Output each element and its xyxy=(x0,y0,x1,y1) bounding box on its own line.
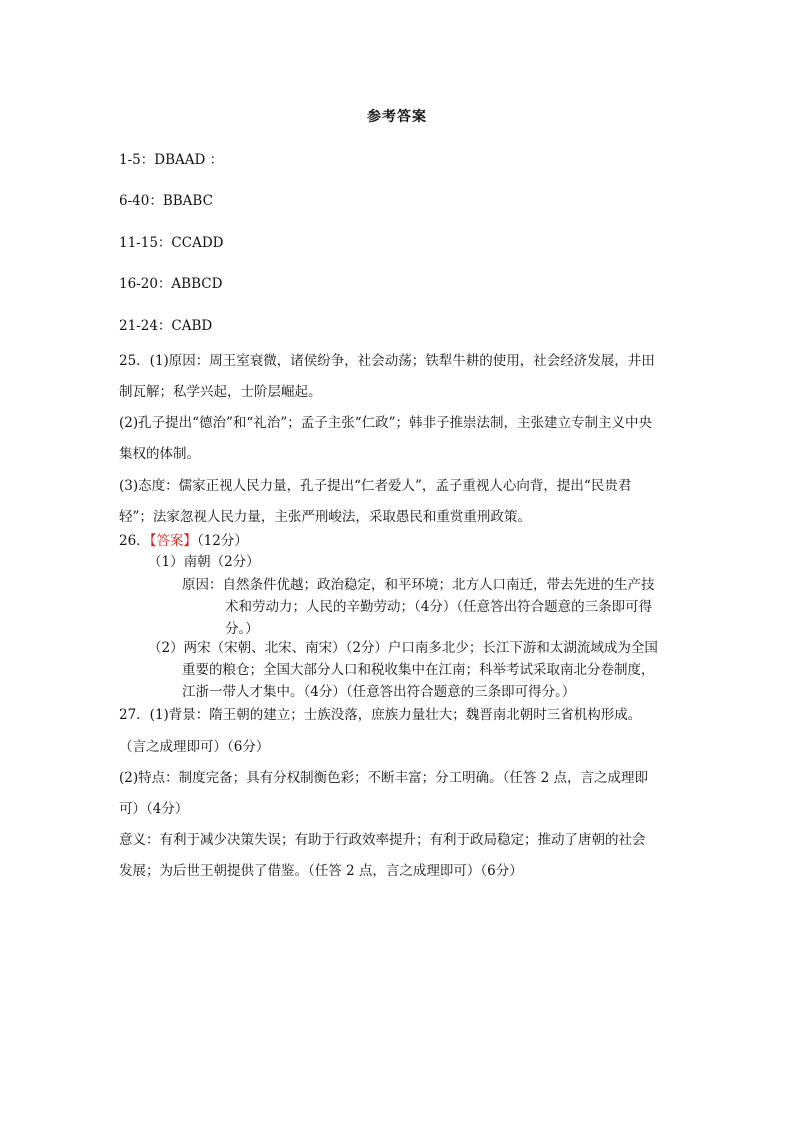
q27-part3-line1: 意义：有利于减少决策失误；有助于行政效率提升；有利于政局稳定；推动了唐朝的社会 xyxy=(119,832,646,848)
q26-sub1-reason-line2: 术和劳动力；人民的辛勤劳动；（4分）（任意答出符合题意的三条即可得 xyxy=(225,599,653,615)
q27-part3-line2: 发展；为后世王朝提供了借鉴。（任答 2 点，言之成理即可）（6分） xyxy=(119,863,523,879)
page-title: 参考答案 xyxy=(367,109,427,125)
q25-part2-line2: 集权的体制。 xyxy=(119,446,200,462)
mc-answer-11-15: 11-15：CCADD xyxy=(119,235,224,251)
q26-sub2-line2: 重要的粮仓；全国大部分人口和税收集中在江南；科举考试采取南北分卷制度， xyxy=(182,662,655,678)
q27-part2-line2: 可）（4分） xyxy=(119,801,189,817)
q27-part1-line1: 27．(1)背景：隋王朝的建立；士族没落，庶族力量壮大；魏晋南北朝时三省机构形成。 xyxy=(119,707,642,723)
mc-answer-21-24: 21-24：CABD xyxy=(119,318,213,334)
mc-answer-16-20: 16-20：ABBCD xyxy=(119,276,223,292)
q25-part2-line1: (2)孔子提出“德治”和“礼治”；孟子主张“仁政”；韩非子推崇法制，主张建立专制主义中央 xyxy=(119,415,653,431)
q26-header xyxy=(119,532,248,550)
q25-part1-line1: 25．(1)原因：周王室衰微，诸侯纷争，社会动荡；铁犁牛耕的使用，社会经济发展，井田 xyxy=(119,353,655,369)
mc-answer-1-5: 1-5：DBAAD ： xyxy=(119,152,224,168)
q27-part1-line2: （言之成理即可）（6分） xyxy=(119,739,270,755)
q26-number: 26． xyxy=(119,533,150,549)
q26-sub2-line1: （2）两宋（宋朝、北宋、南宋）（2分）户口南多北少；长江下游和太湖流域成为全国 xyxy=(148,640,658,656)
q25-part3-line1: (3)态度：儒家正视人民力量，孔子提出“仁者爱人”，孟子重视人心向背，提出“民贵君 xyxy=(119,478,632,494)
q26-score: （12分） xyxy=(196,533,248,549)
q26-sub1-head: （1）南朝（2分） xyxy=(148,554,260,570)
q26-sub1-reason-line3: 分。） xyxy=(225,621,259,637)
q26-sub2-line3: 江浙一带人才集中。（4分）（任意答出符合题意的三条即可得分。） xyxy=(182,684,576,700)
q26-answer-tag: 【答案】 xyxy=(149,533,197,549)
q26-sub1-reason-line1: 原因：自然条件优越；政治稳定，和平环境；北方人口南迁，带去先进的生产技 xyxy=(182,577,655,593)
q25-part1-line2: 制瓦解；私学兴起，士阶层崛起。 xyxy=(119,384,322,400)
q27-part2-line1: (2)特点：制度完备；具有分权制衡色彩；不断丰富；分工明确。（任答 2 点，言之成理即 xyxy=(119,770,649,786)
mc-answer-6-10: 6-40：BBABC xyxy=(119,193,213,209)
q25-part3-line2: 轻”；法家忽视人民力量，主张严刑峻法，采取愚民和重赏重刑政策。 xyxy=(119,509,531,525)
